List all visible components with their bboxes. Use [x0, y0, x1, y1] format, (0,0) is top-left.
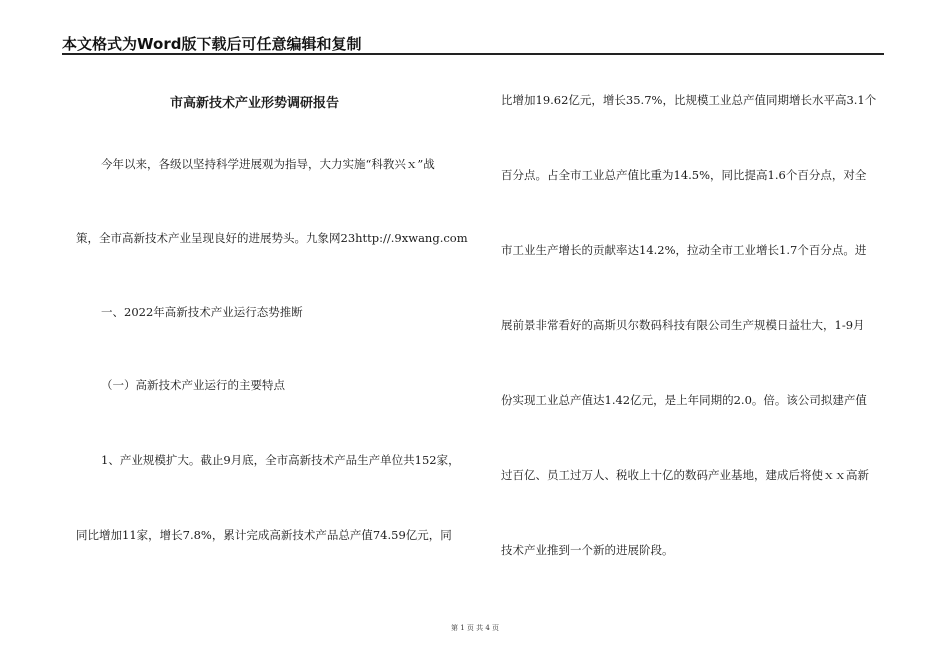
page-number: 第 1 页 共 4 页 [450, 624, 500, 632]
left-line-1: 今年以来，各级以坚持科学进展观为指导，大力实施“科教兴ｘ”战 [101, 157, 435, 171]
right-line-7: 技术产业推到一个新的进展阶段。 [501, 543, 674, 557]
left-line-6: 同比增加11家，增长7.8%，累计完成高新技术产品总产值74.59亿元，同 [76, 528, 452, 542]
right-line-3: 市工业生产增长的贡献率达14.2%，拉动全市工业增长1.7个百分点。进 [501, 243, 867, 257]
document-title: 市高新技术产业形势调研报告 [170, 96, 340, 111]
right-line-6: 过百亿、员工过万人、税收上十亿的数码产业基地，建成后将使ｘｘ高新 [501, 468, 869, 482]
header-banner: 本文格式为Word版下载后可任意编辑和复制 [62, 35, 362, 53]
left-line-2: 策，全市高新技术产业呈现良好的进展势头。九象网23http://.9xwang.com [76, 231, 468, 245]
right-line-5: 份实现工业总产值达1.42亿元，是上年同期的2.0。倍。该公司拟建产值 [501, 393, 867, 407]
header-divider [62, 53, 884, 55]
right-line-4: 展前景非常看好的高斯贝尔数码科技有限公司生产规模日益壮大，1-9月 [501, 318, 865, 332]
left-line-5: 1、产业规模扩大。截止9月底，全市高新技术产品生产单位共152家， [101, 453, 460, 467]
subsection-heading-1: （一）高新技术产业运行的主要特点 [101, 378, 285, 392]
right-line-1: 比增加19.62亿元，增长35.7%，比规模工业总产值同期增长水平高3.1个 [501, 93, 877, 107]
section-heading-1: 一、2022年高新技术产业运行态势推断 [101, 305, 303, 319]
right-line-2: 百分点。占全市工业总产值比重为14.5%，同比提高1.6个百分点，对全 [501, 168, 867, 182]
